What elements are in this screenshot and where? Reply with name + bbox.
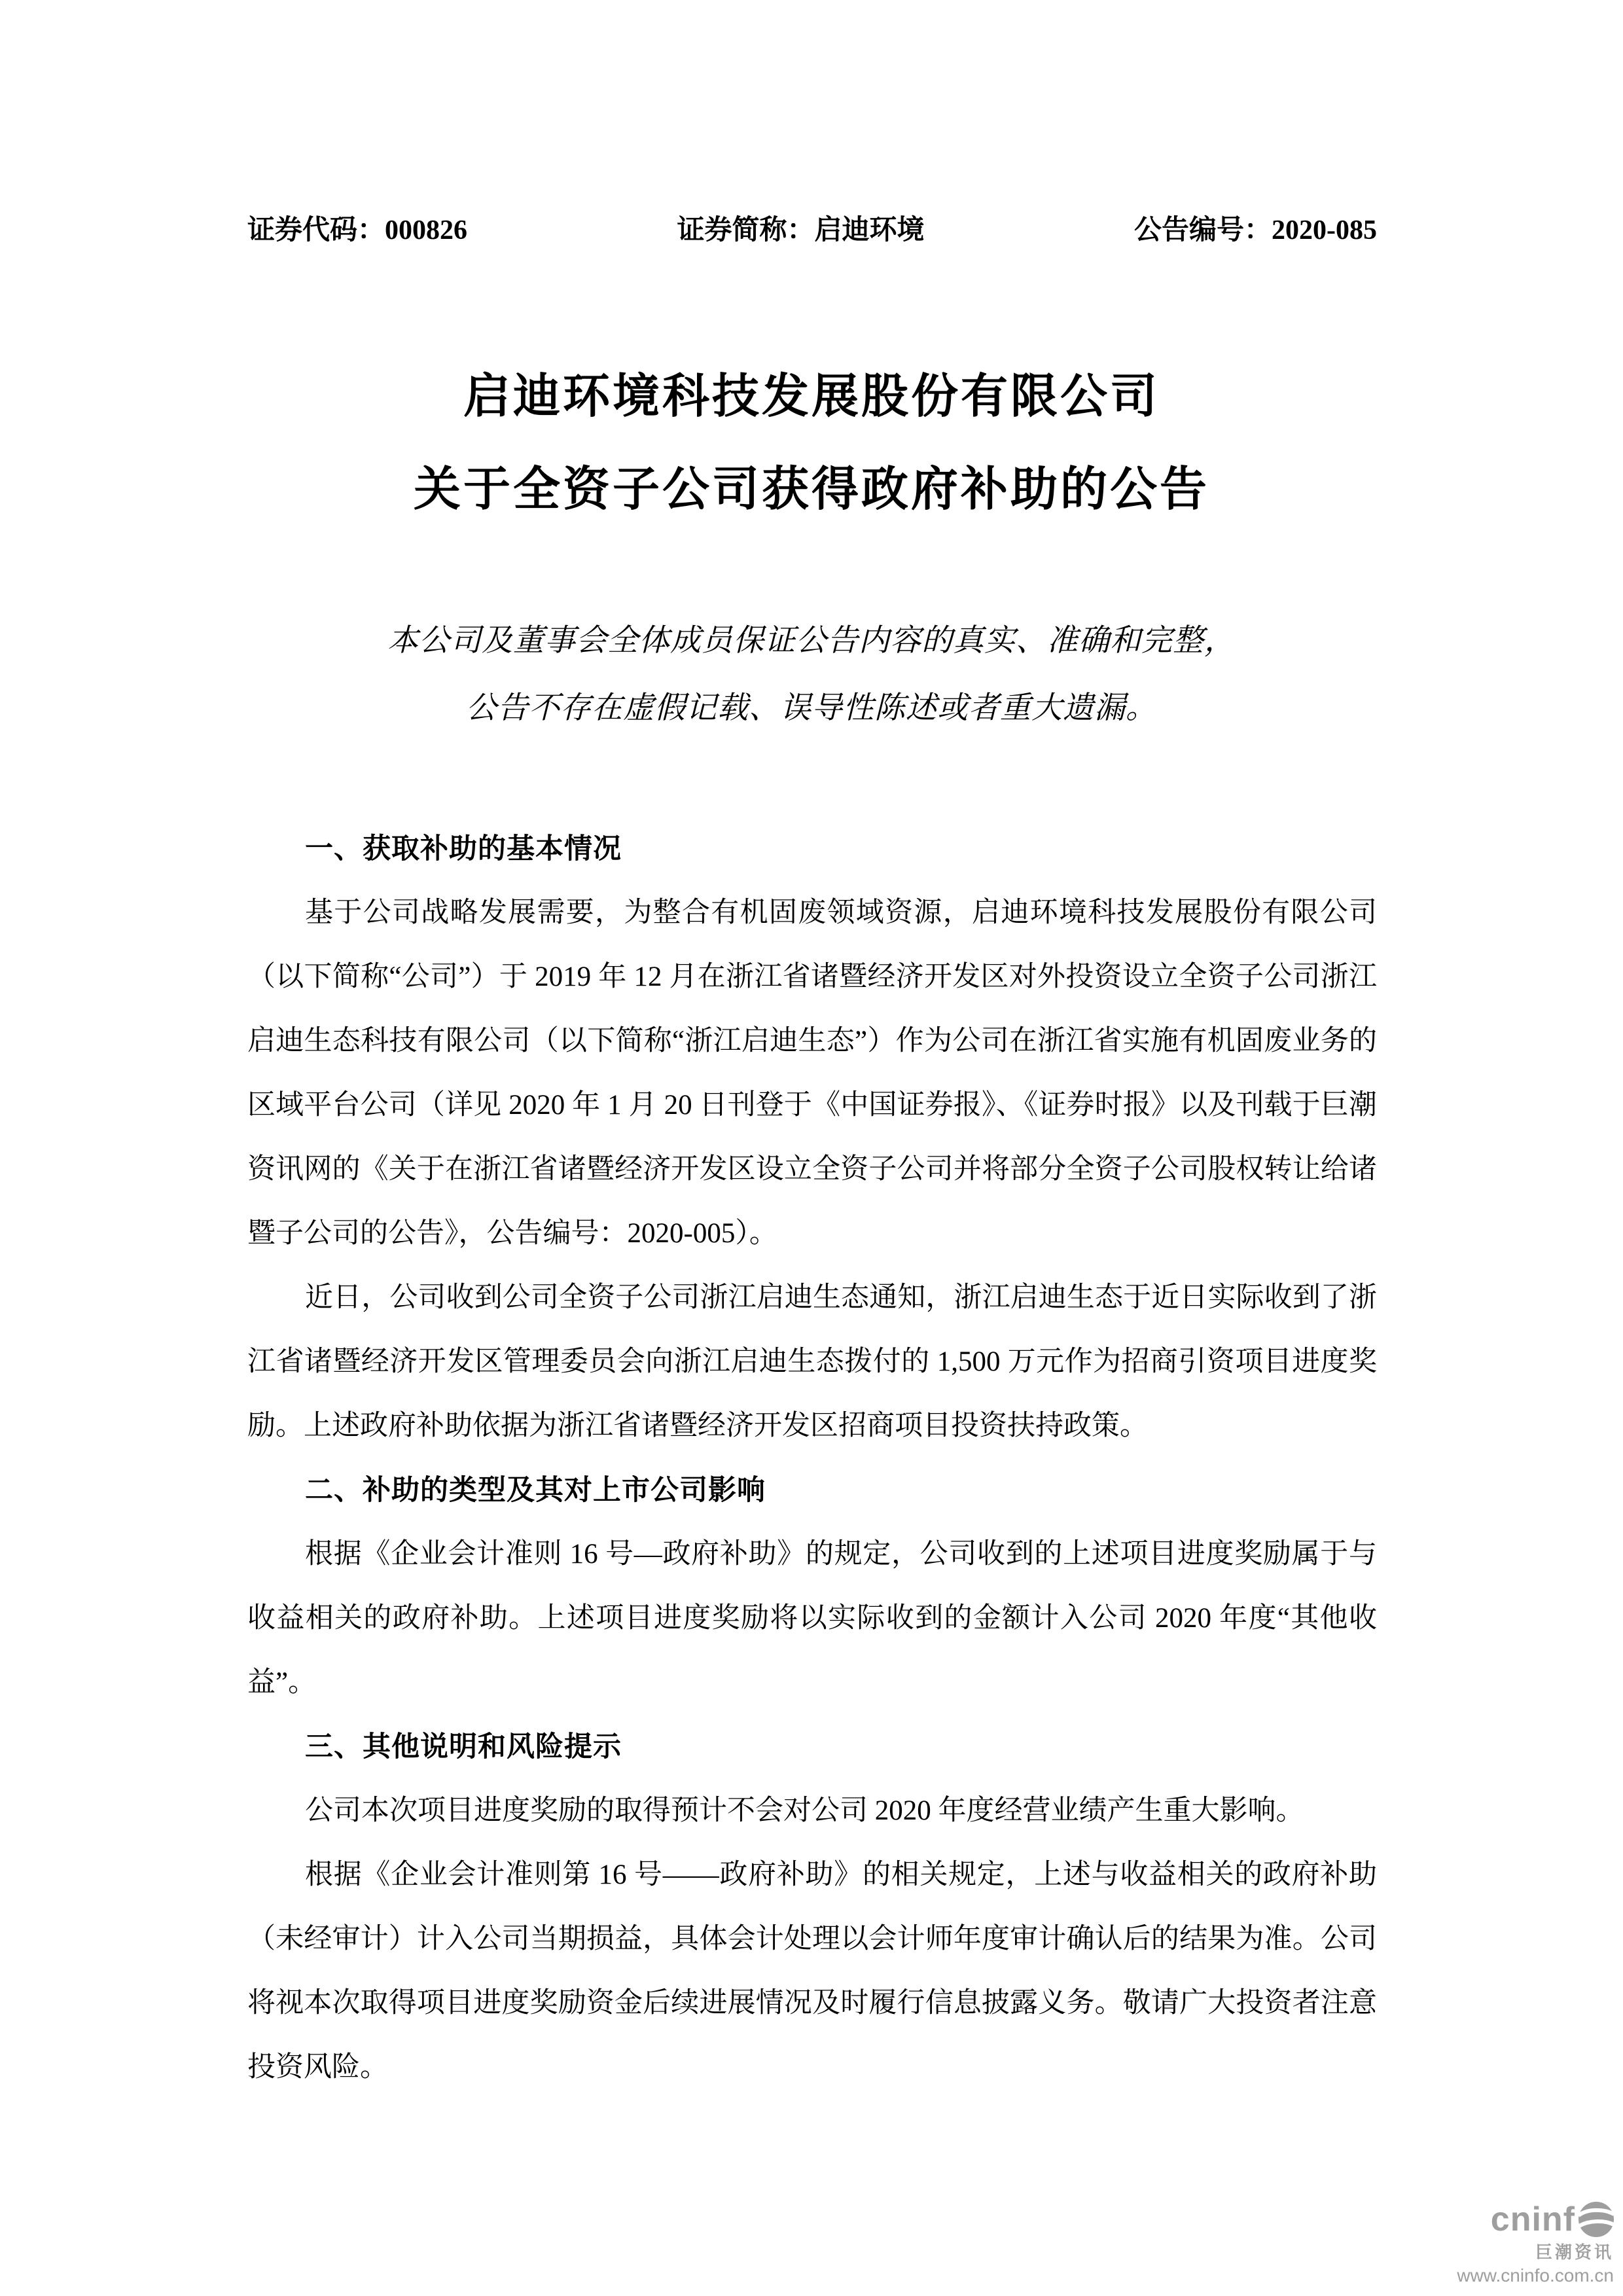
section-1-paragraph-2: 近日，公司收到公司全资子公司浙江启迪生态通知，浙江启迪生态于近日实际收到了浙江省诸暨经济开发区管理委员会向浙江启迪生态拨付的 1,500 万元作为招商引资项目进度奖励。上述政府补助依据为浙江省诸暨经济开发区招商项目投资扶持政策。 [247, 1282, 1377, 1441]
cninfo-globe-icon [1578, 2202, 1614, 2237]
stock-short-name: 证券简称：启迪环境 [677, 215, 925, 245]
section-3-paragraph-1: 公司本次项目进度奖励的取得预计不会对公司 2020 年度经营业绩产生重大影响。 [305, 1795, 1304, 1826]
board-declaration [0, 607, 1623, 742]
section-1-paragraph-1: 基于公司战略发展需要，为整合有机固废领域资源，启迪环境科技发展股份有限公司（以下简称“公司”）于 2019 年 12 月在浙江省诸暨经济开发区对外投资设立全资子公司浙江启迪生态科技有限公司（以下简称“浙江启迪生态”）作为公司在浙江省实施有机固废业务的区域平台公司（详见 2020 年 1 月 20 日刊登于《中国证券报》、《证券时报》以及刊载于巨潮资讯网的《关于在浙江省诸暨经济开发区设立全资子公司并将部分全资子公司股权转让给诸暨子公司的公告》，公告编号：2020-005）。 [247, 897, 1377, 1249]
cninfo-logo-row [1457, 2202, 1614, 2237]
cninfo-chinese-name: 巨潮资讯 [1535, 2242, 1614, 2262]
section-2-heading: 二、补助的类型及其对上市公司影响 [305, 1475, 766, 1506]
declaration-line-1: 本公司及董事会全体成员保证公告内容的真实、准确和完整， [387, 624, 1236, 658]
section-1-heading: 一、获取补助的基本情况 [305, 833, 622, 865]
document-body [247, 817, 1377, 2100]
cninfo-logo-text: cninf [1490, 2200, 1575, 2238]
declaration-line-2: 公告不存在虚假记载、误导性陈述或者重大遗漏。 [466, 691, 1157, 725]
cninfo-url: www.cninfo.com.cn [1457, 2265, 1614, 2286]
stock-code: 证券代码：000826 [247, 215, 468, 245]
announcement-number: 公告编号：2020-085 [1134, 215, 1377, 245]
cninfo-watermark [1457, 2202, 1614, 2286]
document-title [0, 350, 1623, 536]
section-2-paragraph-1: 根据《企业会计准则 16 号—政府补助》的规定，公司收到的上述项目进度奖励属于与收益相关的政府补助。上述项目进度奖励将以实际收到的金额计入公司 2020 年度“其他收益”。 [247, 1539, 1377, 1698]
section-3-heading: 三、其他说明和风险提示 [305, 1731, 622, 1763]
section-3-paragraph-2: 根据《企业会计准则第 16 号——政府补助》的相关规定，上述与收益相关的政府补助（未经审计）计入公司当期损益，具体会计处理以会计师年度审计确认后的结果为准。公司将视本次取得项目进度奖励资金后续进展情况及时履行信息披露义务。敬请广大投资者注意投资风险。 [247, 1859, 1377, 2083]
title-line-1: 启迪环境科技发展股份有限公司 [463, 370, 1160, 423]
title-line-2: 关于全资子公司获得政府补助的公告 [413, 463, 1209, 516]
document-header [247, 208, 1377, 247]
